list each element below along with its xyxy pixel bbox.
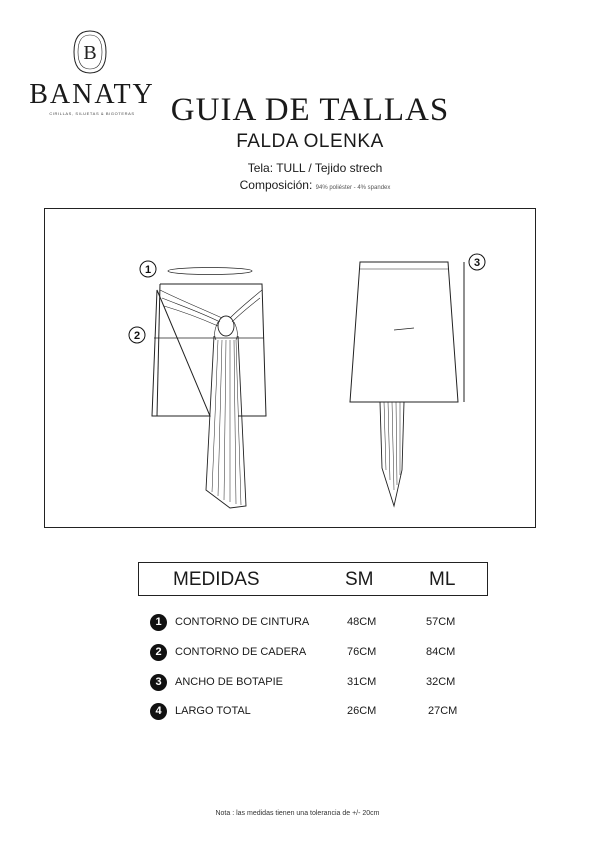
row-label: ANCHO DE BOTAPIE — [175, 676, 283, 688]
row-number-badge: 4 — [150, 703, 167, 720]
row-number-badge: 2 — [150, 644, 167, 661]
composition-label: Composición: — [239, 178, 313, 192]
row-label: CONTORNO DE CINTURA — [175, 616, 310, 628]
skirt-back-view — [350, 262, 464, 506]
brand-name: BANATY — [29, 79, 155, 110]
row-value-sm: 26CM — [347, 705, 377, 717]
table-row — [150, 674, 470, 694]
row-value-sm: 76CM — [347, 646, 377, 658]
header-size-sm: SM — [345, 569, 374, 590]
table-row — [150, 614, 470, 634]
marker-3: 3 — [473, 257, 481, 269]
size-table-header — [138, 562, 488, 596]
svg-text:B: B — [83, 42, 97, 64]
product-name: FALDA OLENKA — [236, 131, 384, 152]
header-label: MEDIDAS — [173, 569, 260, 590]
marker-1: 1 — [144, 264, 152, 276]
row-value-ml: 32CM — [426, 676, 456, 688]
table-row — [150, 644, 470, 664]
page-title: GUIA DE TALLAS — [170, 92, 450, 128]
header-size-ml: ML — [429, 569, 456, 590]
composition-value: 94% poliéster - 4% spandex — [315, 185, 391, 191]
fabric-value: TULL / Tejido strech — [276, 161, 383, 175]
row-value-ml: 84CM — [426, 646, 456, 658]
diagram-markers — [129, 254, 485, 343]
row-label: LARGO TOTAL — [175, 705, 251, 717]
fabric-label: Tela: — [247, 161, 274, 175]
table-row — [150, 703, 470, 723]
row-value-sm: 31CM — [347, 676, 377, 688]
row-value-sm: 48CM — [347, 616, 377, 628]
row-number-badge: 3 — [150, 674, 167, 691]
row-value-ml: 27CM — [428, 705, 458, 717]
row-value-ml: 57CM — [426, 616, 456, 628]
tolerance-note: Nota : las medidas tienen una tolerancia de +/- 20cm — [215, 810, 380, 817]
row-label: CONTORNO DE CADERA — [175, 646, 307, 658]
marker-2: 2 — [133, 330, 141, 342]
brand-tagline: CIRILLAS, SILUETAS & BIGOTERAS — [49, 111, 135, 116]
skirt-front-view — [152, 268, 266, 509]
row-number-badge: 1 — [150, 614, 167, 631]
